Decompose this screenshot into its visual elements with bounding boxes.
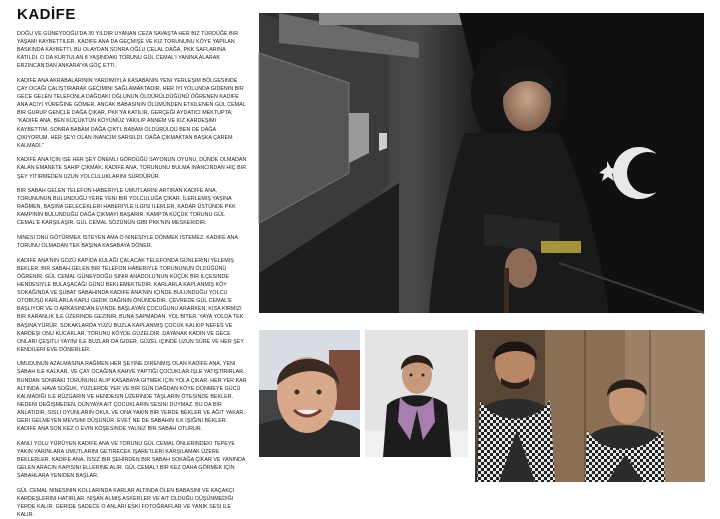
- article-title: KADİFE: [17, 6, 76, 23]
- article-paragraph: KADIFE ANA AKRABALARININ YARDIMIYLA KASABANIN YENI YERLEŞIM BÖLGESINDE ÇAY OCAĞI ÇALIŞTIRARAK GEÇIMINI SAĞLAMAKTADIR. HER IYI YOLUNDA GIDENIN BIR GECE GELEN TELEFONLA DAĞDAKI OĞLUNUN ÖLDÜRÜLDÜĞÜNÜ ÖĞRENEN KADIFE ANA ACIYI YÜREĞINE GÖMER. ANCAK BABASININ ÖLÜMÜNDEN ETKILENEN GÜL CEMAL BIR GURUP GENÇLE DAĞA ÇIKAR, PKK'YA KATILIR. GERÇEĞI AYDATICI MEKTUPTA; "KADIFE ANA, BEN KÜÇÜKTÜN KÖYÜMÜZ YAKILIP ANNEM VE KIZ KARDEŞIMI KAYBETTIM. SONRA BABAM DAĞA ÇIKTI. BABAM ÖLDÜRÜLDÜ BEN DE DAĞA ÇIKIYORUM. HER ŞEYI OLAN İNANCIM SARSILDI. DAĞA ÇIKMAKTAN BAŞKA ÇAREM KALMADI.": [17, 77, 246, 149]
- photo-boy-purple-scarf-image: [365, 330, 468, 457]
- photo-two-young-men-keffiyeh: [475, 330, 705, 482]
- photo-smiling-boy: [259, 330, 360, 457]
- article-paragraph: GÜL CEMAL NINESININ KOLLARINDA KARLAR ALTINDA ÖLEN BABASINI VE KAÇAKÇI KARDEŞLERINI HATIRLAR. NIŞAN ALMIŞ ASKERLER VE AIT OLDUĞU DÜŞÜNMEDIĞI YERDE KALIR. GERIDE SADECE O ANLARI ESKI FOTOĞRAFLAR VE YANIK SESI ILE KALIR.: [17, 487, 235, 518]
- article-paragraph: UMUDUNUN AZALMASINA RAĞMEN HER ŞEYINE DIRENMIŞ OLAN KADIFE ANA, YENI SABAH ILE KALKAR. VE ÇAY OCAĞINA KAHVE YAPTIĞI ÇOCUKLAR IŞLE YATIŞTIRIRLAR. BUNDAN SONRAKI TORUNUNU ALIP KASABAYA GITMEK IÇIN YOLA ÇIKAR. HER YER KAR ALTINDA, HAVA SOĞUK, YÜZLERDE YER VE BIR GÜN DAĞDAN KÖYE DÖNMEYE GÜCÜ KALMADIĞI ILE RÜZGARIN VE HENDESIN ÜZERINDE TAŞLARIN ÖTESINDE BEKLER. NEDENI DEĞIŞMEDEN, DÜNYAYA AIT ÇOCUKLARIN SESINI DUYMAZ. BU DA BIR ANLATIDIR, SISLI OYUNLARIN OKUL VE ONA YAKIN BIR YERDE BEKLER VE AĞIT YAKAR, GERI GELMEYEN MEVSIMI DÜŞÜNÜR. EVET NE DE SABAHIN ILK IŞIĞINI BEKLER. KADIFE ANA SON KEZ O EVIN KÖŞESINDE YALNIZ BIR SABAH OTURUR.: [17, 361, 247, 433]
- article-body: [17, 30, 247, 518]
- article-paragraph: KANLI YOLU YÜRÜYEN KADIFE ANA VE TORUNU GÜL CEMAL ÖNLERINDEKI TEPEYE YAKIN YARINLARA UMUTLARINI GETIRECEK IŞARETLERI KARŞILAMAK ÜZERE BEKLERLER. KADIFE ANA, ISSIZ BIR ŞEHIRDEN BIR SABAH SOKAĞA ÇIKAR VE YANINDA GELEN ARACIN KAPISINI ELLERINE ALIR. GÜL CEMAL'I BIR KEZ DAHA GÖRMEK IÇIN SABAHLARA YENIDEN BAŞLAR.: [17, 440, 246, 480]
- photo-woman-on-train: [259, 13, 704, 313]
- photo-woman-on-train-image: [259, 13, 704, 313]
- article-paragraph: DOĞU VE GÜNEYDOĞU'DA 30 YILDIR UYANAN CEZA SAVAŞTA HER BIZ TÜRDÜĞE BIR YAŞAMI KAYBETTILER. KADIFE ANA DA GEÇMIŞE VE KIZ TORUNUNU KÖYE YAPILAN BASKINDA KAYBETTI. BU OLAYDAN SONRA OĞLU CELAL DAĞA, PKK SAFLARINA KATILDI. O DA KURTULAN 8 YAŞINDAKI TORUNU GÜL CEMAL'I YANINA ALARAK ERZINCAN'DAN ANKARA'YA GÖÇ ETTI.: [17, 31, 239, 70]
- article-paragraph: NINESI ONU GÖTÜRMEK ISTEYEN AMA O NINESIYLE DÖNMEK ISTEMEZ. KADIFE ANA TORUNU OLMADAN TEK BAŞINA KASABAYA DÖNER.: [17, 235, 238, 250]
- article-paragraph: KADIFE ANA IÇIN ISE HER ŞEY ÖNEMLI GÖRDÜĞÜ SAYONUN OYUNU, DÜNDE OLMADAN KALAN EMANETE SAHIP ÇIKMAK. KADIFE ANA, TORUNUNU BULMA INANCINDAN HIÇ BIR ŞEY YITIRMEDEN UZUN YOLCULUKLARINI SÜRDÜRÜR.: [17, 157, 247, 180]
- article-paragraph: BIR SABAH GELEN TELEFON HABERIYLE UMUTLARINI ARTIRAN KADIFE ANA, TORUNUNUN BULUNDUĞU YERE YENI BIR YOLCULUĞA ÇIKAR. İLERLEMIŞ YAŞINA RAĞMEN, BAŞINA GELECEKLERI HABERIYLE ILGISI ILERLER, KADAR ÜSTÜNDE PKK KAMPININ BULUNDUĞU DAĞA ÇIKMAYI BAŞARIR. KAMPTA KÜÇÜK TORUNU GÜL CEMAL'E KARŞILAŞIR. GÜL CEMAL SÖZÜNÜN GIBI PKK'NIN MESKERIDIR.: [17, 188, 236, 227]
- article-paragraph: KADIFE ANA'NIN GÖZÜ KAPIDA KULAĞI ÇALACAK TELEFONDA GÜNLERINI YELEMIŞ BEKLER. BIR SABAH GELEN BIR TELEFON HABERIYLE TORUNUNUN ÖLDÜĞÜNÜ ÖĞRENIR. GÜL CEMAL GÜNEYDOĞU SINIR ANADOLU'NUN KÜÇÜK BIR ILÇESINDE HENDESIYLE BULAŞACAĞI GÜNÜ BEKLEMEKTEDIR. KARLARLA KAPLANMIŞ KÖY SOKAĞINDA VE ŞUBAT SABAHINDA KADIFE ANA'NIN IÇINDE BULUNDUĞU YOLCU OTOBÜSÜ KARLARLA KAPLI GEDIK DAĞININ ÖNÜNDEDIR. ÇEVREDE GÜL CEMAL'E BAŞLIYOR VE O ARKASINDAN EVINDE BAŞLAYAN ÇOCUĞUNU ARARKEN, KISA KIRMIZI BIR KARANLIK ILE ÜZERINDE GEZINIR. BUNA SAPMADAN. YOL BITER. YAYA YOLDA TEK BAŞINA YÜRÜR. SOKAKLARDA YÜZÜ BUZLA KAPLANMIŞ ÇOCUK KALKIP NEFES VE KARDEŞI ONU KUCAKLAR. TORUNU KÖYDE GÜZELDIR. DAYANAK KADIN VE GECE ONLARI ÇEŞITLI YAYINI ILE BUZLAR DA GIDER. GÜZEL IÇINDE UZUN SÜRE VE HER ŞEY KENDILERI EVE DÖNERLER.: [17, 257, 244, 353]
- photo-boy-purple-scarf: [365, 330, 468, 457]
- photo-smiling-boy-image: [259, 330, 360, 457]
- photo-two-young-men-keffiyeh-image: [475, 330, 705, 482]
